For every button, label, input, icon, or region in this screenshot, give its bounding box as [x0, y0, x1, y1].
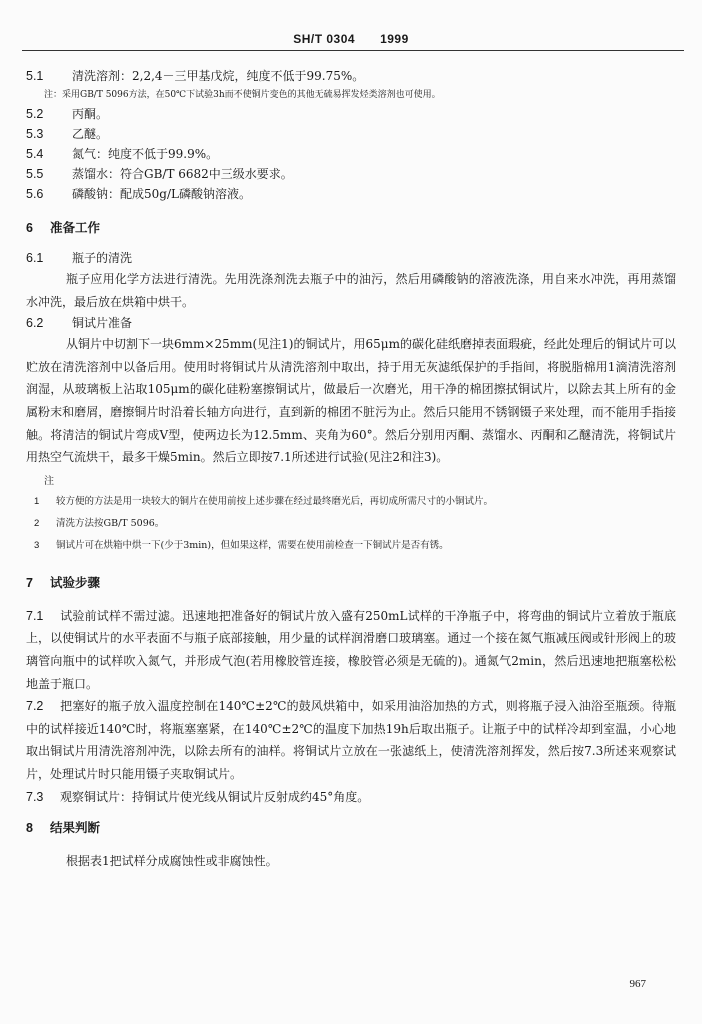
section-8-paragraph: 根据表1把试样分成腐蚀性或非腐蚀性。: [66, 854, 278, 869]
clause-5-1: [26, 66, 676, 86]
section-6-heading: [26, 218, 676, 238]
clause-number: 5.4: [26, 147, 44, 161]
clause-number: 7.2: [26, 699, 44, 714]
clause-number: 7.1: [26, 608, 44, 623]
header-rule: [22, 50, 684, 51]
clause-7-3: [26, 786, 676, 809]
clause-5-2: [26, 104, 676, 124]
page-number: 967: [629, 978, 646, 990]
note-number: 1: [34, 495, 40, 507]
section-number: 8: [26, 821, 33, 836]
clause-text: 蒸馏水：符合GB/T 6682中三级水要求。: [72, 167, 293, 181]
clause-7-1: [26, 605, 676, 695]
clause-6-2-heading: [26, 313, 676, 333]
note-text: 较方便的方法是用一块较大的铜片在使用前按上述步骤在经过最终磨光后，再切成所需尺寸的小铜试片。: [56, 495, 494, 507]
note-text: 清洗方法按GB/T 5096。: [56, 517, 165, 529]
clause-text: 磷酸钠：配成50g/L磷酸钠溶液。: [72, 187, 251, 201]
notes-label: 注: [44, 475, 54, 487]
note-item-1: [26, 491, 676, 513]
note-item-3: [26, 535, 676, 557]
clause-text: 把塞好的瓶子放入温度控制在140℃±2℃的鼓风烘箱中，如采用油浴加热的方式，则将瓶子浸入油浴至瓶颈。待瓶中的试样接近140℃时，将瓶塞塞紧，在140℃±2℃的温度下加热19h后取出瓶子。让瓶子中的试样冷却到室温，小心地取出铜试片用清洗溶剂冲洗，以除去所有的油样。将铜试片立放在一张滤纸上，使清洗溶剂挥发，然后按7.3所述来观察试片，处理试片时只能用镊子夹取铜试片。: [26, 699, 676, 781]
clause-number: 7.3: [26, 789, 44, 804]
clause-number: 6.1: [26, 251, 44, 265]
clause-text: 清洗溶剂：2,2,4－三甲基戊烷，纯度不低于99.75%。: [72, 69, 365, 83]
section-number: 6: [26, 221, 33, 235]
clause-6-1-heading: [26, 248, 676, 268]
clause-number: 5.3: [26, 127, 44, 141]
clause-number: 5.2: [26, 107, 44, 121]
clause-title: 瓶子的清洗: [72, 251, 133, 265]
clause-number: 6.2: [26, 316, 44, 331]
clause-5-4: [26, 144, 676, 164]
clause-5-5: [26, 164, 676, 184]
clause-number: 5.5: [26, 167, 44, 181]
clause-text: 试验前试样不需过滤。迅速地把准备好的铜试片放入盛有250mL试样的干净瓶子中，将弯曲的铜试片立着放于瓶底上，以使铜试片的水平表面不与瓶子底部接触，用少量的试样润滑磨口玻璃塞。通过一个接在氮气瓶减压阀或针形阀上的玻璃管向瓶中的试样吹入氮气，并形成气泡(若用橡胶管连接，橡胶管必须是无硫的)。通氮气2min，然后迅速地把瓶塞松松地盖于瓶口。: [26, 608, 676, 691]
clause-text: 氮气：纯度不低于99.9%。: [72, 147, 219, 161]
note-number: 3: [34, 539, 40, 551]
section-title: 结果判断: [50, 820, 101, 836]
clause-text: 观察铜试片：持铜试片使光线从铜试片反射成约45°角度。: [60, 789, 370, 804]
clause-number: 5.1: [26, 69, 44, 83]
clause-5-3: [26, 124, 676, 144]
clause-6-2-paragraph: 从铜片中切割下一块6mm×25mm(见注1)的铜试片，用65μm的碳化硅纸磨掉表面瑕疵，经此处理后的铜试片可以贮放在清洗溶剂中以备后用。使用时将铜试片从清洗溶剂中取出，持于用无灰滤纸保护的手指间，将脱脂棉用1滴清洗溶剂润湿，从玻璃板上沾取105μm的碳化硅粉塞擦铜试片，做最后一次磨光，用干净的棉团擦拭铜试片，以除去其上所有的金属粉末和磨屑，磨擦铜片时沿着长轴方向进行，直到新的棉团不脏污为止。然后只能用不锈钢镊子来处理，而不能用手指接触。将清洁的铜试片弯成V型，使两边长为12.5mm、夹角为60°。然后分别用丙酮、蒸馏水、丙酮和乙醚清洗，将铜试片用热空气流烘干，最多干燥5min。然后立即按7.1所述进行试验(见注2和注3)。: [26, 337, 676, 465]
clause-number: 5.6: [26, 187, 44, 201]
section-8-heading: [26, 818, 676, 838]
clause-7-2: [26, 695, 676, 785]
clause-text: 丙酮。: [72, 107, 109, 121]
note-text: 铜试片可在烘箱中烘一下(少于3min)，但如果这样，需要在使用前检查一下铜试片是否有锈。: [56, 539, 449, 551]
clause-title: 铜试片准备: [72, 316, 133, 331]
note-5-1: 注：采用GB/T 5096方法，在50℃下试验3h而不使铜片变色的其他无硫易挥发烃类溶剂也可使用。: [44, 90, 441, 100]
section-title: 准备工作: [50, 220, 101, 235]
page-content: [26, 66, 676, 873]
clause-text: 乙醚。: [72, 127, 109, 141]
clause-6-1-paragraph: 瓶子应用化学方法进行清洗。先用洗涤剂洗去瓶子中的油污，然后用磷酸钠的溶液洗涤，用自来水冲洗，再用蒸馏水冲洗，最后放在烘箱中烘干。: [26, 272, 676, 309]
section-title: 试验步骤: [50, 574, 101, 590]
running-header: SH/T 0304 1999: [293, 32, 409, 46]
note-number: 2: [34, 517, 40, 529]
note-item-2: [26, 513, 676, 535]
clause-5-6: [26, 184, 676, 204]
section-number: 7: [26, 575, 33, 590]
section-7-heading: [26, 573, 676, 593]
